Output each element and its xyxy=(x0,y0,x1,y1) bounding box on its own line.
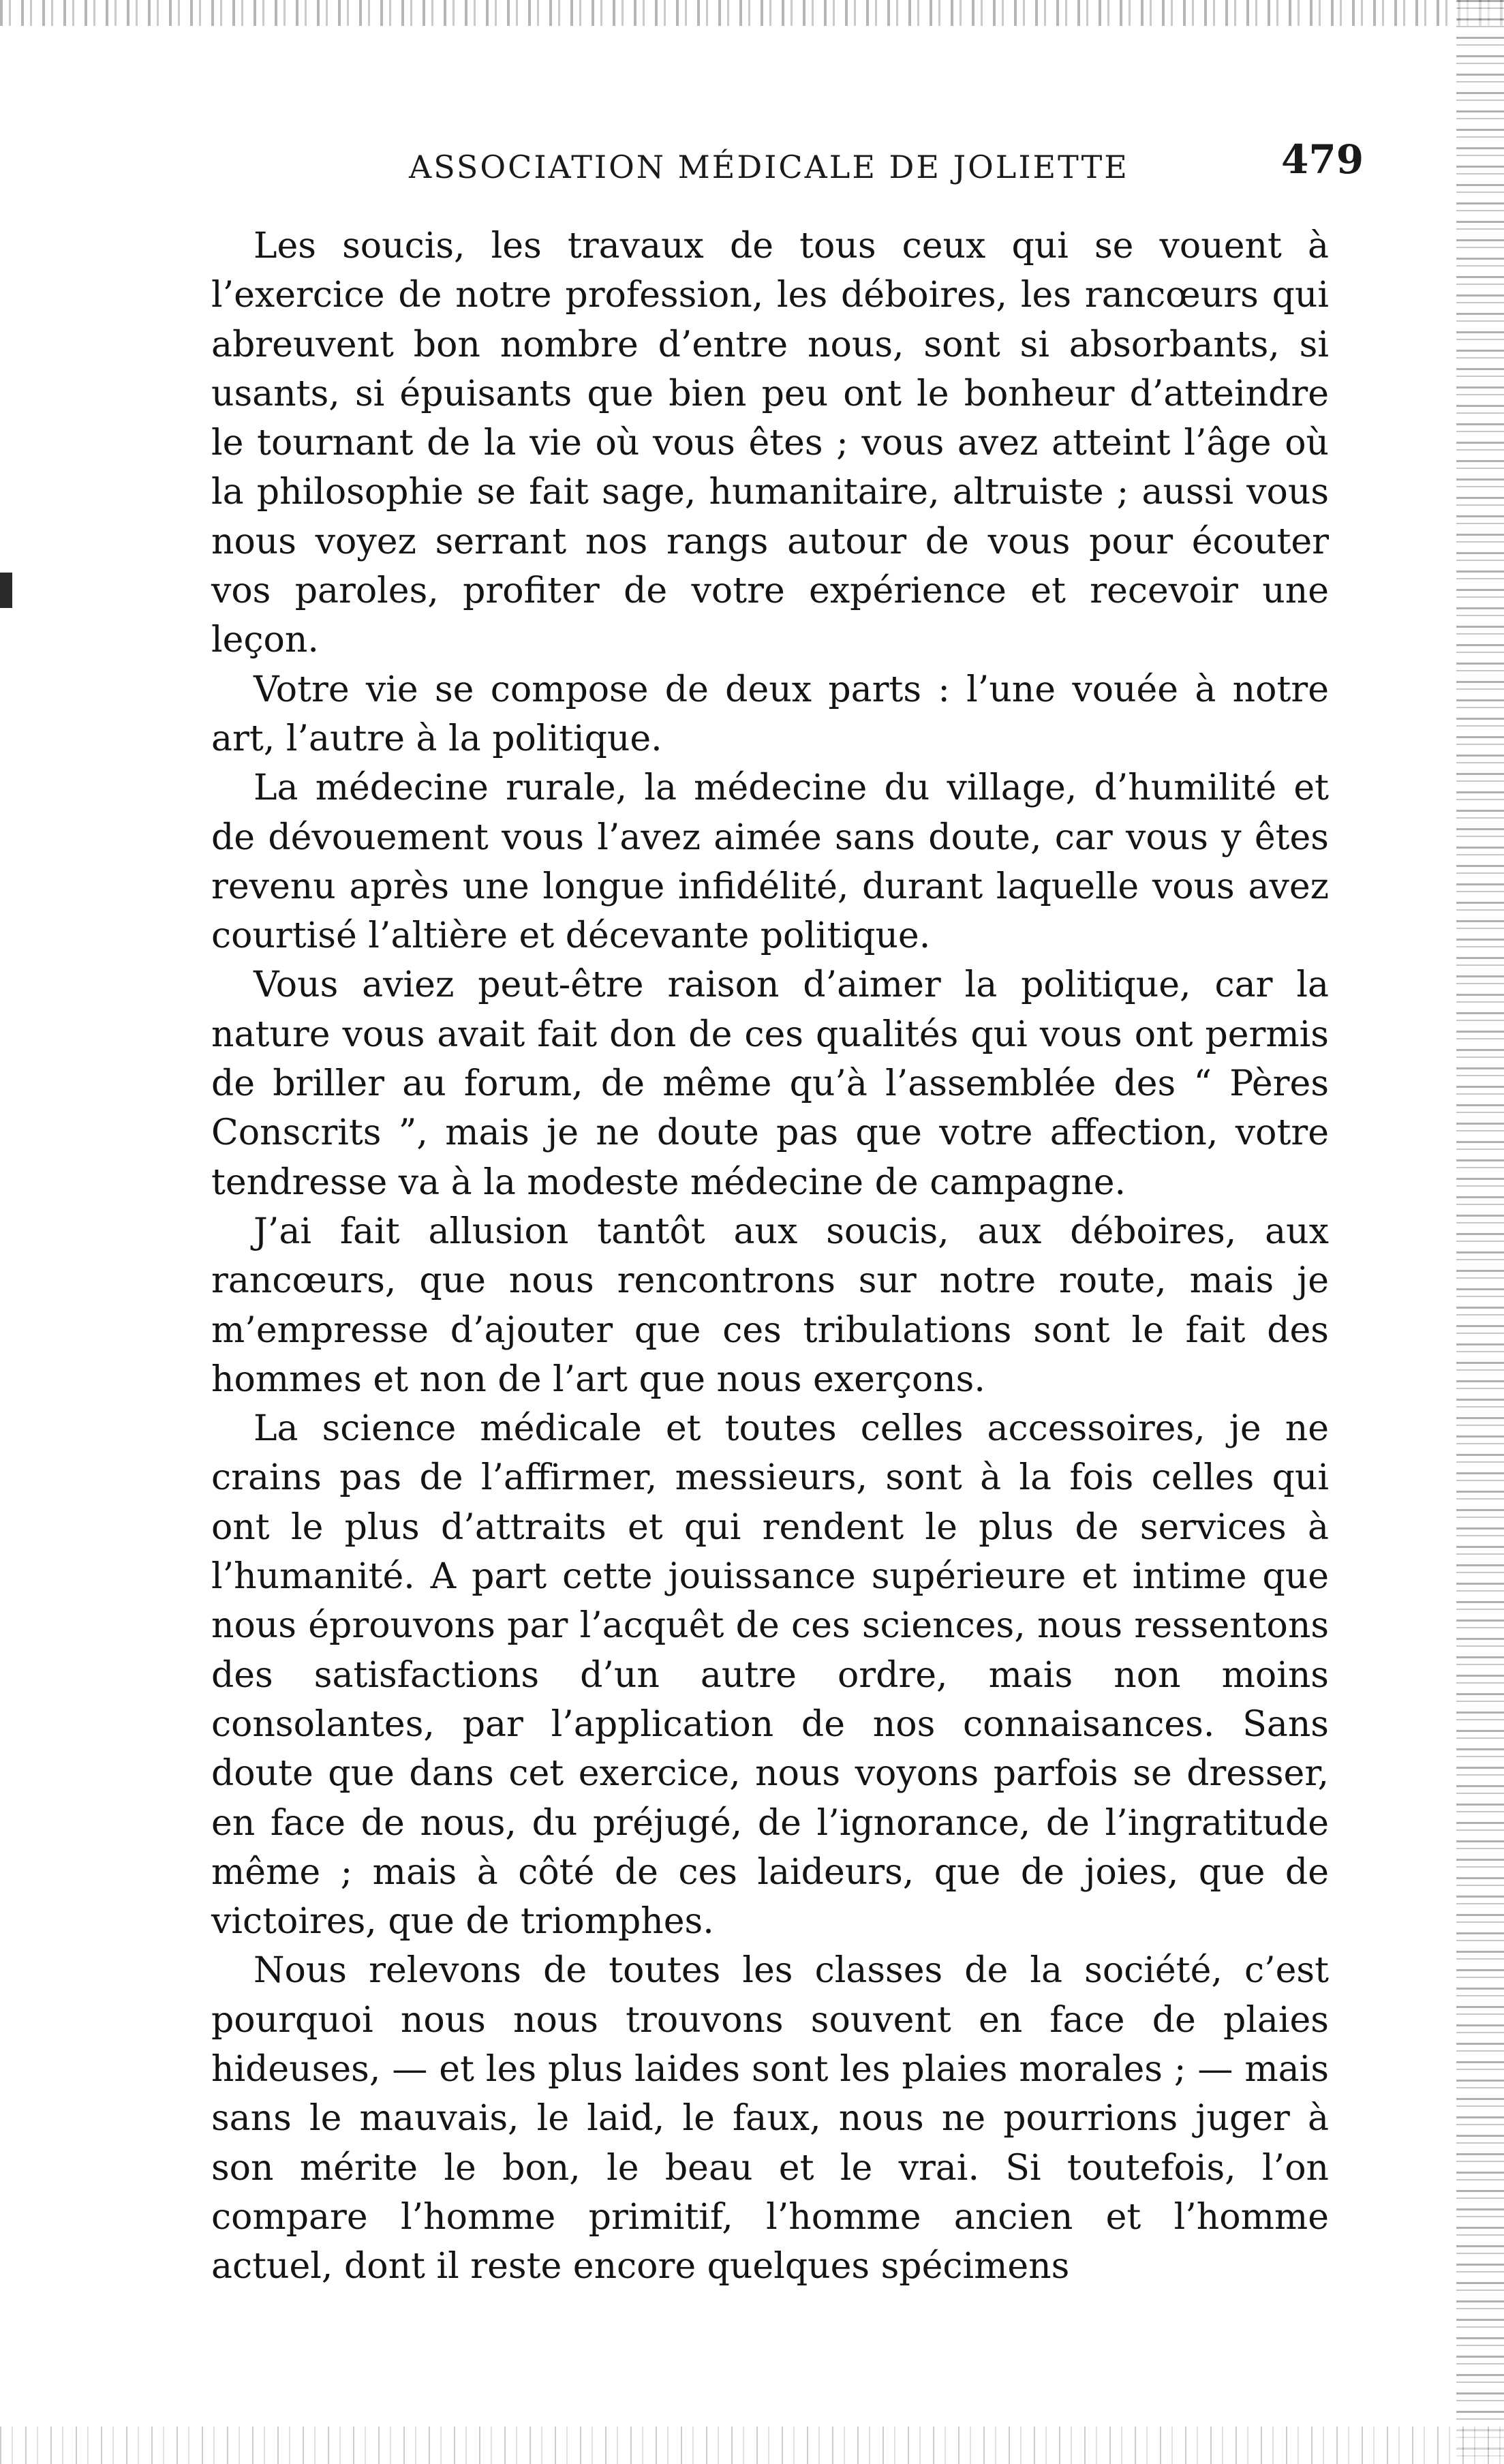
scan-edge-left-mark xyxy=(0,573,12,608)
paragraph: Vous aviez peut-être raison d’aimer la politique, car la nature vous avait fait don de ces qualités qui vous ont permis de briller au forum, de même qu’à l’assemblée des “ Pères Conscrits ”, mais je ne doute pas que votre affection, votre tendresse va à la modeste médecine de campagne. xyxy=(211,964,1329,1203)
running-head: ASSOCIATION MÉDICALE DE JOLIETTE xyxy=(409,149,1129,185)
paragraph: Les soucis, les travaux de tous ceux qui se vouent à l’exercice de notre profession, les déboires, les rancœurs qui abreuvent bon nombre d’entre nous, sont si absorbants, si usants, si épuisants que bien peu ont le bonheur d’atteindre le tournant de la vie où vous êtes ; vous avez atteint l’âge où la philosophie se fait sage, humanitaire, altruiste ; aussi vous nous voyez serrant nos rangs autour de vous pour écouter vos paroles, profiter de votre expérience et recevoir une leçon. xyxy=(211,226,1329,661)
scan-edge-right xyxy=(1456,0,1504,2464)
paragraph: La médecine rurale, la médecine du village, d’humilité et de dévouement vous l’avez aimée sans doute, car vous y êtes revenu après une longue infidélité, durant laquelle vous avez courtisé l’altière et décevante politique. xyxy=(211,767,1329,957)
paragraph: Votre vie se compose de deux parts : l’une vouée à notre art, l’autre à la politique. xyxy=(211,669,1329,759)
paragraph: Nous relevons de toutes les classes de la société, c’est pourquoi nous nous trouvons souvent en face de plaies hideuses, — et les plus laides sont les plaies morales ; — mais sans le mauvais, le laid, le faux, nous ne pourrions juger à son mérite le bon, le beau et le vrai. Si toutefois, l’on compare l’homme primitif, l’homme ancien et l’homme actuel, dont il reste encore quelques spécimens xyxy=(211,1950,1329,2287)
scan-edge-top xyxy=(0,0,1504,26)
body-text xyxy=(211,222,1329,2291)
page-number: 479 xyxy=(1281,136,1364,183)
scan-edge-bottom xyxy=(0,2427,1504,2464)
paragraph: La science médicale et toutes celles accessoires, je ne crains pas de l’affirmer, messieurs, sont à la fois celles qui ont le plus d’attraits et qui rendent le plus de services à l’humanité. A part cette jouissance supérieure et intime que nous éprouvons par l’acquêt de ces sciences, nous ressentons des satisfactions d’un autre ordre, mais non moins consolantes, par l’application de nos connaisances. Sans doute que dans cet exercice, nous voyons parfois se dresser, en face de nous, du préjugé, de l’ignorance, de l’ingratitude même ; mais à côté de ces laideurs, que de joies, que de victoires, que de triomphes. xyxy=(211,1408,1329,1943)
paragraph: J’ai fait allusion tantôt aux soucis, aux déboires, aux rancœurs, que nous rencontrons sur notre route, mais je m’empresse d’ajouter que ces tribulations sont le fait des hommes et non de l’art que nous exerçons. xyxy=(211,1211,1329,1400)
